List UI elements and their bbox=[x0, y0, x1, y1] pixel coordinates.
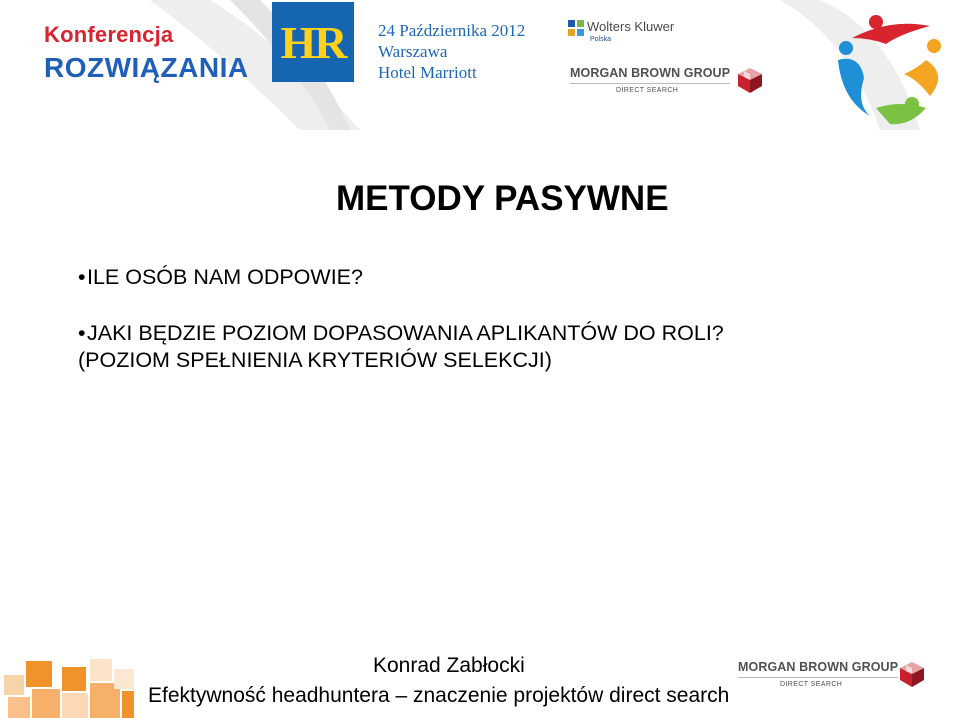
wolters-kluwer-name: Wolters Kluwer bbox=[587, 19, 675, 34]
footer-subtitle: Efektywność headhuntera – znaczenie projektów direct search bbox=[148, 684, 730, 707]
event-date: 24 Października 2012 bbox=[378, 21, 526, 40]
bullet-item bbox=[78, 320, 724, 347]
event-venue: Hotel Marriott bbox=[378, 63, 477, 82]
people-circle-logo-icon bbox=[830, 4, 950, 126]
bullet-text: (POZIOM SPEŁNIENIA KRYTERIÓW SELEKCJI) bbox=[78, 348, 552, 372]
morgan-brown-divider bbox=[738, 677, 898, 678]
morgan-brown-name: MORGAN BROWN GROUP bbox=[738, 660, 899, 674]
morgan-brown-logo-footer bbox=[738, 660, 938, 694]
bullet-dot: • bbox=[78, 265, 86, 289]
bullet-text: ILE OSÓB NAM ODPOWIE? bbox=[87, 265, 363, 289]
morgan-brown-divider bbox=[570, 83, 730, 84]
header-banner bbox=[0, 0, 959, 130]
morgan-brown-cube-icon bbox=[898, 660, 926, 688]
morgan-brown-logo-header bbox=[570, 66, 770, 98]
footer-author-text: Konrad Zabłocki bbox=[373, 654, 525, 677]
slide-title: METODY PASYWNE bbox=[336, 179, 669, 218]
bullet-continuation bbox=[78, 347, 552, 374]
morgan-brown-name: MORGAN BROWN GROUP bbox=[570, 66, 731, 80]
bullet-text: JAKI BĘDZIE POZIOM DOPASOWANIA APLIKANTÓW DO ROLI? bbox=[87, 321, 724, 345]
hr-badge: HR bbox=[272, 2, 354, 82]
footer-squares-decoration bbox=[4, 657, 134, 718]
morgan-brown-sub: DIRECT SEARCH bbox=[616, 87, 679, 94]
wolters-kluwer-icon bbox=[568, 20, 584, 36]
wolters-kluwer-sub: Polska bbox=[590, 36, 612, 43]
bullet-item bbox=[78, 264, 363, 291]
morgan-brown-cube-icon bbox=[736, 66, 764, 94]
bullet-dot: • bbox=[78, 321, 86, 345]
event-info bbox=[378, 20, 525, 83]
conference-logo bbox=[44, 22, 274, 90]
morgan-brown-sub: DIRECT SEARCH bbox=[780, 681, 843, 688]
conference-logo-line1: Konferencja bbox=[44, 22, 174, 47]
event-city: Warszawa bbox=[378, 42, 448, 61]
conference-logo-line2: ROZWIĄZANIA bbox=[44, 52, 249, 83]
